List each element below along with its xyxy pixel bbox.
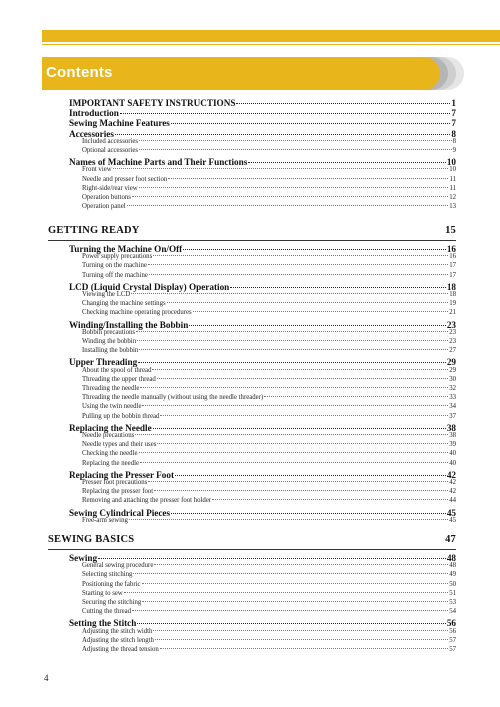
- dot-leader: [212, 499, 448, 500]
- toc-subentry[interactable]: [82, 338, 456, 345]
- toc-page-number: 7: [451, 108, 456, 119]
- dot-leader: [133, 573, 448, 574]
- toc-page-number: 57: [449, 636, 456, 644]
- toc-entry-label: Checking machine operating procedures: [82, 309, 192, 317]
- dot-leader: [157, 378, 448, 379]
- dot-leader: [193, 311, 449, 312]
- toc-entry[interactable]: [69, 108, 456, 118]
- toc-subentry[interactable]: [82, 608, 456, 615]
- toc-page-number: 40: [449, 459, 456, 467]
- toc-subentry[interactable]: [82, 376, 456, 383]
- dot-leader: [115, 134, 451, 135]
- toc-subentry[interactable]: [82, 347, 456, 354]
- toc-page-number: 7: [451, 118, 456, 129]
- section-page-number: 15: [445, 225, 456, 236]
- section-title: GETTING READY: [48, 225, 140, 236]
- toc-page-number: 10: [446, 157, 456, 168]
- toc-subentry[interactable]: [82, 637, 456, 644]
- dot-leader: [139, 140, 452, 141]
- toc-entry-label: Power supply precautions: [82, 253, 153, 261]
- toc-page-number: 45: [446, 507, 456, 518]
- toc-page-number: 48: [449, 562, 456, 570]
- dot-leader: [155, 639, 448, 640]
- toc-subentry[interactable]: [82, 413, 456, 420]
- toc-entry-label: Turning on the machine: [82, 262, 147, 270]
- toc-subentry[interactable]: [82, 460, 456, 467]
- toc-entry-label: Sewing Cylindrical Pieces: [69, 507, 171, 518]
- toc-subentry[interactable]: [82, 628, 456, 635]
- toc-entry-label: Selecting stitching: [82, 571, 133, 579]
- dot-leader: [154, 490, 448, 491]
- toc-subentry[interactable]: [82, 403, 456, 410]
- dot-leader: [152, 369, 448, 370]
- toc-entry-label: Pulling up the bobbin thread: [82, 412, 160, 420]
- dot-leader: [120, 113, 451, 114]
- toc-subentry[interactable]: [82, 488, 456, 495]
- toc-page-number: 34: [449, 403, 456, 411]
- toc-entry[interactable]: [69, 98, 456, 108]
- dot-leader: [140, 462, 448, 463]
- toc-page-number: 29: [446, 357, 456, 368]
- dot-leader: [153, 428, 446, 429]
- dot-leader: [129, 519, 448, 520]
- toc-page-number: 23: [446, 319, 456, 330]
- toc-subentry[interactable]: [82, 291, 456, 298]
- toc-entry-label: Using the twin needle: [82, 403, 142, 411]
- banner-tab: [42, 57, 440, 90]
- toc-page-number: 9: [452, 147, 456, 154]
- top-accent-line: [42, 44, 500, 45]
- toc-entry-label: Names of Machine Parts and Their Functions: [69, 157, 248, 168]
- toc-page-number: 16: [446, 244, 456, 254]
- toc-page-number: 37: [449, 412, 456, 420]
- toc-page-number: 10: [449, 166, 456, 174]
- dot-leader: [137, 623, 445, 624]
- toc-page-number: 18: [446, 281, 456, 292]
- toc-entry-label: Replacing the needle: [82, 459, 139, 467]
- toc-page-number: 56: [449, 627, 456, 635]
- toc-subentry[interactable]: [82, 517, 456, 524]
- toc-subentry[interactable]: [82, 147, 456, 154]
- toc-entry-label: Bobbin precautions: [82, 328, 136, 336]
- toc-entry-label: Free-arm sewing: [82, 516, 128, 524]
- dot-leader: [148, 481, 448, 482]
- toc-page-number: 38: [446, 422, 456, 433]
- toc-entry-label: Removing and attaching the presser foot holder: [82, 497, 212, 505]
- toc-entry-label: Threading the needle: [82, 385, 140, 392]
- toc-subentry[interactable]: [82, 253, 456, 260]
- dot-leader: [148, 264, 448, 265]
- toc-page-number: 11: [449, 184, 456, 192]
- toc-entry-label: Adjusting the thread tension: [82, 646, 159, 653]
- toc-entry-label: Replacing the presser foot: [82, 488, 154, 496]
- toc-subentry[interactable]: [82, 176, 456, 183]
- toc-page-number: 50: [449, 580, 456, 588]
- toc-subentry[interactable]: [82, 581, 456, 588]
- toc-entry-label: Installing the bobbin: [82, 347, 139, 355]
- toc-page-number: 17: [449, 262, 456, 270]
- dot-leader: [264, 396, 448, 397]
- dot-leader: [135, 434, 448, 435]
- toc-entry-label: Sewing: [69, 553, 98, 563]
- toc-page-number: 42: [449, 488, 456, 496]
- toc-page-number: 51: [449, 589, 456, 597]
- toc-subentry[interactable]: [82, 138, 456, 145]
- toc-subentry[interactable]: [82, 599, 456, 606]
- toc-subentry[interactable]: [82, 272, 456, 279]
- toc-page-number: 17: [449, 271, 456, 279]
- toc-page-number: 39: [449, 441, 456, 449]
- section-divider: [48, 240, 456, 241]
- page-number: 4: [44, 673, 49, 683]
- dot-leader: [171, 123, 451, 124]
- toc-subentry[interactable]: [82, 329, 456, 336]
- toc-subentry[interactable]: [82, 185, 456, 192]
- dot-leader: [248, 162, 446, 163]
- toc-entry-label: Right-side/rear view: [82, 184, 138, 192]
- toc-subentry[interactable]: [82, 450, 456, 457]
- dot-leader: [236, 103, 450, 104]
- toc-page-number: 29: [449, 366, 456, 374]
- toc-entry-label: Adjusting the stitch length: [82, 636, 154, 644]
- dot-leader: [140, 387, 448, 388]
- toc-page-number: 38: [449, 432, 456, 439]
- dot-leader: [168, 178, 448, 179]
- toc-entry-label: Accessories: [69, 128, 114, 139]
- toc-page-number: 44: [449, 497, 456, 505]
- toc-page-number: 23: [449, 328, 456, 336]
- toc-entry-label: Front view: [82, 166, 112, 174]
- toc-page-number: 54: [449, 608, 456, 616]
- toc-page-number: 57: [449, 646, 456, 653]
- toc-page-number: 13: [449, 203, 456, 211]
- toc-page-number: 53: [449, 599, 456, 606]
- toc-entry-label: Cutting the thread: [82, 608, 132, 616]
- dot-leader: [157, 443, 448, 444]
- dot-leader: [153, 255, 448, 256]
- dot-leader: [171, 513, 446, 514]
- toc-page-number: 23: [449, 338, 456, 345]
- toc-page-number: 32: [449, 385, 456, 392]
- dot-leader: [153, 630, 448, 631]
- dot-leader: [139, 349, 448, 350]
- dot-leader: [139, 187, 449, 188]
- contents-banner: [42, 57, 466, 90]
- toc-page-number: 8: [452, 137, 456, 145]
- toc-subentry[interactable]: [82, 441, 456, 448]
- toc-page-number: 8: [451, 128, 456, 139]
- toc-page-number: 42: [446, 469, 456, 480]
- toc-entry-label: Needle types and their uses: [82, 441, 157, 449]
- toc-entry-label: Sewing Machine Features: [69, 118, 170, 129]
- toc-page-number: 40: [449, 450, 456, 458]
- dot-leader: [139, 452, 449, 453]
- dot-leader: [142, 583, 449, 584]
- dot-leader: [113, 168, 449, 169]
- toc-entry-label: Setting the Stitch: [69, 618, 137, 629]
- dot-leader: [139, 149, 452, 150]
- toc-entry-label: Introduction: [69, 108, 119, 119]
- dot-leader: [230, 287, 446, 288]
- toc-page-number: 11: [449, 175, 456, 183]
- toc-page-number: 42: [449, 479, 456, 486]
- dot-leader: [131, 293, 448, 294]
- toc-entry-label: Starting to sew: [82, 589, 123, 597]
- dot-leader: [142, 405, 448, 406]
- toc-entry-label: Included accessories: [82, 137, 139, 145]
- dot-leader: [167, 302, 449, 303]
- toc-page-number: 18: [449, 291, 456, 298]
- toc-subentry[interactable]: [82, 479, 456, 486]
- toc-entry-label: General sewing procedure: [82, 562, 154, 570]
- toc-entry-label: Replacing the Needle: [69, 422, 152, 433]
- toc-entry-label: Checking the needle: [82, 450, 138, 458]
- toc-subentry[interactable]: [82, 166, 456, 173]
- toc-entry-label: Viewing the LCD: [82, 291, 131, 298]
- dot-leader: [124, 592, 448, 593]
- toc-entry-label: Winding the bobbin: [82, 338, 137, 345]
- toc-entry-label: About the spool of thread: [82, 366, 152, 374]
- toc-entry-label: Upper Threading: [69, 357, 138, 368]
- page-title: Contents: [46, 64, 113, 81]
- section-heading[interactable]: [48, 534, 456, 545]
- toc-page-number: 45: [449, 516, 456, 524]
- toc-entry-label: Needle precautions: [82, 432, 135, 439]
- toc-subentry[interactable]: [82, 300, 456, 307]
- toc-entry-label: Securing the stitching: [82, 599, 142, 606]
- dot-leader: [149, 274, 448, 275]
- dot-leader: [137, 340, 448, 341]
- toc-entry-label: Operation panel: [82, 203, 126, 211]
- toc-subentry[interactable]: [82, 394, 456, 401]
- toc-page-number: 1: [451, 98, 456, 108]
- toc-subentry[interactable]: [82, 262, 456, 269]
- toc-page-number: 49: [449, 571, 456, 579]
- toc-page-number: 33: [449, 394, 456, 402]
- toc-subentry[interactable]: [82, 203, 456, 210]
- toc-entry-label: LCD (Liquid Crystal Display) Operation: [69, 281, 230, 292]
- toc-entry-label: Threading the needle manually (without using the needle threader): [82, 394, 264, 402]
- toc-page-number: 30: [449, 375, 456, 383]
- toc-entry-label: Adjusting the stitch width: [82, 627, 153, 635]
- toc-entry[interactable]: [69, 118, 456, 128]
- toc-entry-label: Threading the upper thread: [82, 375, 156, 383]
- dot-leader: [160, 415, 448, 416]
- dot-leader: [154, 564, 448, 565]
- toc-subentry[interactable]: [82, 194, 456, 201]
- toc-entry-label: Presser foot precautions: [82, 479, 148, 486]
- toc-subentry[interactable]: [82, 590, 456, 597]
- section-title: SEWING BASICS: [48, 534, 135, 545]
- dot-leader: [127, 205, 449, 206]
- dot-leader: [136, 331, 448, 332]
- toc-subentry[interactable]: [82, 562, 456, 569]
- toc-subentry[interactable]: [82, 497, 456, 504]
- dot-leader: [160, 648, 448, 649]
- dot-leader: [138, 362, 446, 363]
- toc-entry-label: Turning the Machine On/Off: [69, 244, 183, 254]
- toc-page-number: 19: [449, 300, 456, 308]
- toc-page-number: 27: [449, 347, 456, 355]
- toc-entry-label: Winding/Installing the Bobbin: [69, 319, 189, 330]
- toc-page-number: 12: [449, 194, 456, 201]
- toc-page-number: 16: [449, 253, 456, 261]
- toc-subentry[interactable]: [82, 309, 456, 316]
- toc-subentry[interactable]: [82, 367, 456, 374]
- toc-entry-label: Replacing the Presser Foot: [69, 469, 175, 480]
- dot-leader: [175, 475, 446, 476]
- dot-leader: [189, 325, 445, 326]
- toc-entry-label: Changing the machine settings: [82, 300, 166, 308]
- toc-entry-label: Optional accessories: [82, 147, 139, 154]
- toc-page-number: 48: [446, 553, 456, 563]
- toc-entry-label: Operation buttons: [82, 194, 131, 201]
- dot-leader: [142, 601, 448, 602]
- toc-page-number: 56: [446, 618, 456, 629]
- toc-page-number: 21: [449, 309, 456, 317]
- toc-subentry[interactable]: [82, 571, 456, 578]
- dot-leader: [132, 196, 448, 197]
- dot-leader: [183, 249, 446, 250]
- section-page-number: 47: [445, 534, 456, 545]
- toc-subentry[interactable]: [82, 646, 456, 653]
- dot-leader: [132, 610, 448, 611]
- toc-subentry[interactable]: [82, 385, 456, 392]
- toc-entry-label: Positioning the fabric: [82, 580, 141, 588]
- toc-subentry[interactable]: [82, 432, 456, 439]
- dot-leader: [98, 558, 446, 559]
- toc-entry-label: IMPORTANT SAFETY INSTRUCTIONS: [69, 98, 236, 108]
- top-accent-band: [42, 30, 500, 42]
- toc-entry-label: Needle and presser foot section: [82, 175, 168, 183]
- section-heading[interactable]: [48, 225, 456, 236]
- section-divider: [48, 549, 456, 550]
- toc-entry-label: Turning off the machine: [82, 271, 148, 279]
